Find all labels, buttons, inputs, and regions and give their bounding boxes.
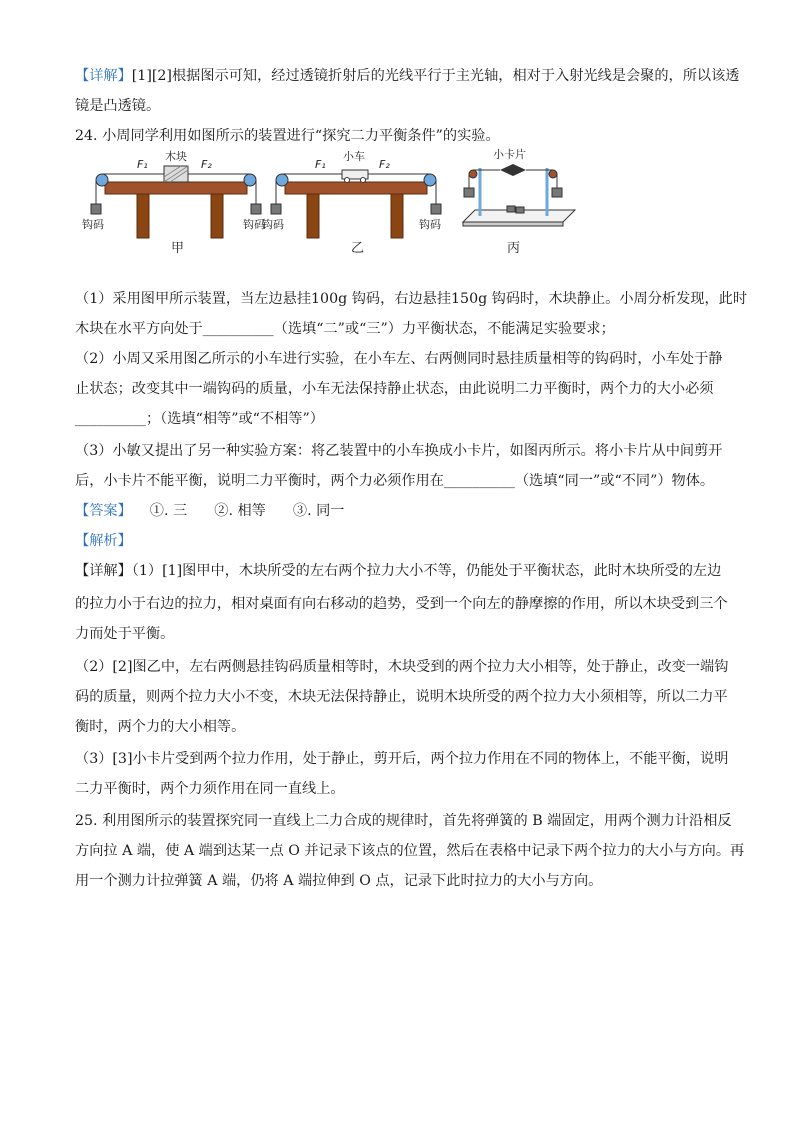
text-line [75,379,713,399]
text-line [75,561,721,581]
line-text: （1）采用图甲所示装置，当左边悬挂100g 钩码，右边悬挂150g 钩码时，木块静止。小周分析发现，此时 [75,291,748,307]
text-line [75,471,714,491]
table-leg [307,194,319,238]
weight-icon [464,188,474,197]
card-label: 小卡片 [493,148,526,161]
answer-line [75,501,344,521]
table-leg [211,194,223,238]
text-line [75,66,739,86]
weight-icon [552,188,562,197]
tag-label: 【详解】 [75,563,132,579]
line-text: 衡时，两个力的大小相等。 [75,719,246,735]
table-top [285,182,427,194]
line-text: [1][2]根据图示可知，经过透镜折射后的光线平行于主光轴，相对于入射光线是会聚的，所以该透 [131,68,740,84]
table-leg [391,194,403,238]
pulley-icon [424,174,436,186]
question-25-stem [75,811,732,831]
pulley-icon [469,170,477,178]
pulley-icon [549,170,557,178]
line-text: 25. 利用图所示的装置探究同一直线上二力合成的规律时，首先将弹簧的 B 端固定，用两个测力计沿相反 [75,813,732,829]
table-leg [137,194,149,238]
tag-label: 【答案】 [75,503,132,519]
figure-bing [463,148,575,256]
question-24-stem [75,126,500,146]
line-text: 止状态；改变其中一端钩码的质量，小车无法保持静止状态，由此说明二力平衡时，两个力的大小必须 [75,381,714,397]
tag-label: 【详解】 [75,68,132,84]
text-line [75,657,728,677]
line-text: （2）[2]图乙中，左右两侧悬挂钩码质量相等时，木块受到的两个拉力大小相等，处于静止，改变一端钩 [75,659,729,675]
force-label-f2: F₂ [201,158,212,171]
figure-caption: 甲 [171,241,185,256]
figure-caption: 乙 [351,241,365,256]
weight-label: 钩码 [262,218,284,231]
text-line [75,349,722,369]
text-line [75,96,160,116]
line-text: （2）小周又采用图乙所示的小车进行实验，在小车左、右两侧同时悬挂质量相等的钩码时，小车处于静 [75,351,723,367]
line-text: （3）小敏又提出了另一种实验方案：将乙装置中的小车换成小卡片，如图丙所示。将小卡片从中间剪开 [75,443,723,459]
text-line [75,841,744,861]
line-text: 码的质量，则两个拉力大小不变，木块无法保持静止，说明木块所受的两个拉力大小须相等，所以二力平 [75,689,728,705]
line-text: 方向拉 A 端，使 A 端到达某一点 O 并记录下该点的位置，然后在表格中记录下两个拉力的大小与方向。再 [75,843,745,859]
line-text: 镜是凸透镜。 [75,98,161,114]
line-text: 力而处于平衡。 [75,626,175,642]
line-text: 后，小卡片不能平衡，说明二力平衡时，两个力必须作用在__________（选填“同一”或“不同”）物体。 [75,473,715,489]
weight-icon [507,206,515,212]
line-text: __________；（选填“相等”或“不相等”） [75,411,324,427]
figure-jia [82,149,265,256]
force-label-f1: F₁ [315,158,326,171]
pulley-icon [276,174,288,186]
small-card [500,164,526,176]
line-text: 用一个测力计拉弹簧 A 端，仍将 A 端拉伸到 O 点，记录下此时拉力的大小与方向。 [75,873,603,889]
weight-icon [431,204,441,214]
weight-label: 钩码 [82,218,104,231]
line-text: （3）[3]小卡片受到两个拉力作用，处于静止，剪开后，两个拉力作用在不同的物体上，不能平衡，说明 [75,751,729,767]
text-line [75,441,722,461]
tag-label: 【解析】 [75,533,132,549]
line-text: 木块在水平方向处于__________（选填“二”或“三”）力平衡状态，不能满足实验要求； [75,321,615,337]
text-line [75,871,602,891]
weight-icon [91,204,101,214]
weight-icon [251,204,261,214]
line-text: 的拉力小于右边的拉力，相对桌面有向右移动的趋势，受到一个向左的静摩擦的作用，所以木块受到三个 [75,596,728,612]
force-label-f1: F₁ [137,158,148,171]
text-line [75,594,728,614]
weight-label: 钩码 [243,218,265,231]
text-line [75,409,324,429]
line-text: 二力平衡时，两个力须作用在同一直线上。 [75,781,345,797]
weight-icon [516,207,524,213]
force-label-f2: F₂ [379,158,390,171]
text-line [75,749,728,769]
text-line [75,624,174,644]
line-text: 24. 小周同学利用如图所示的装置进行“探究二力平衡条件”的实验。 [75,128,500,144]
figure-yi [262,149,441,256]
line-text: （1）[1]图甲中，木块所受的左右两个拉力大小不等，仍能处于平衡状态，此时木块所受的左边 [131,563,722,579]
text-line [75,779,345,799]
experiment-figure-svg [75,148,595,258]
text-line [75,319,615,339]
text-line [75,289,747,309]
weight-label: 钩码 [419,218,441,231]
block-label: 木块 [165,150,187,163]
experiment-figure [75,148,595,258]
pulley-icon [96,174,108,186]
cart-label: 小车 [343,150,365,163]
text-line [75,717,245,737]
analysis-heading [75,531,132,551]
text-line [75,687,728,707]
figure-caption: 丙 [507,241,521,256]
weight-icon [271,204,281,214]
line-text: ①. 三 ②. 相等 ③. 同一 [131,503,345,519]
pulley-icon [244,174,256,186]
table-top [105,182,247,194]
